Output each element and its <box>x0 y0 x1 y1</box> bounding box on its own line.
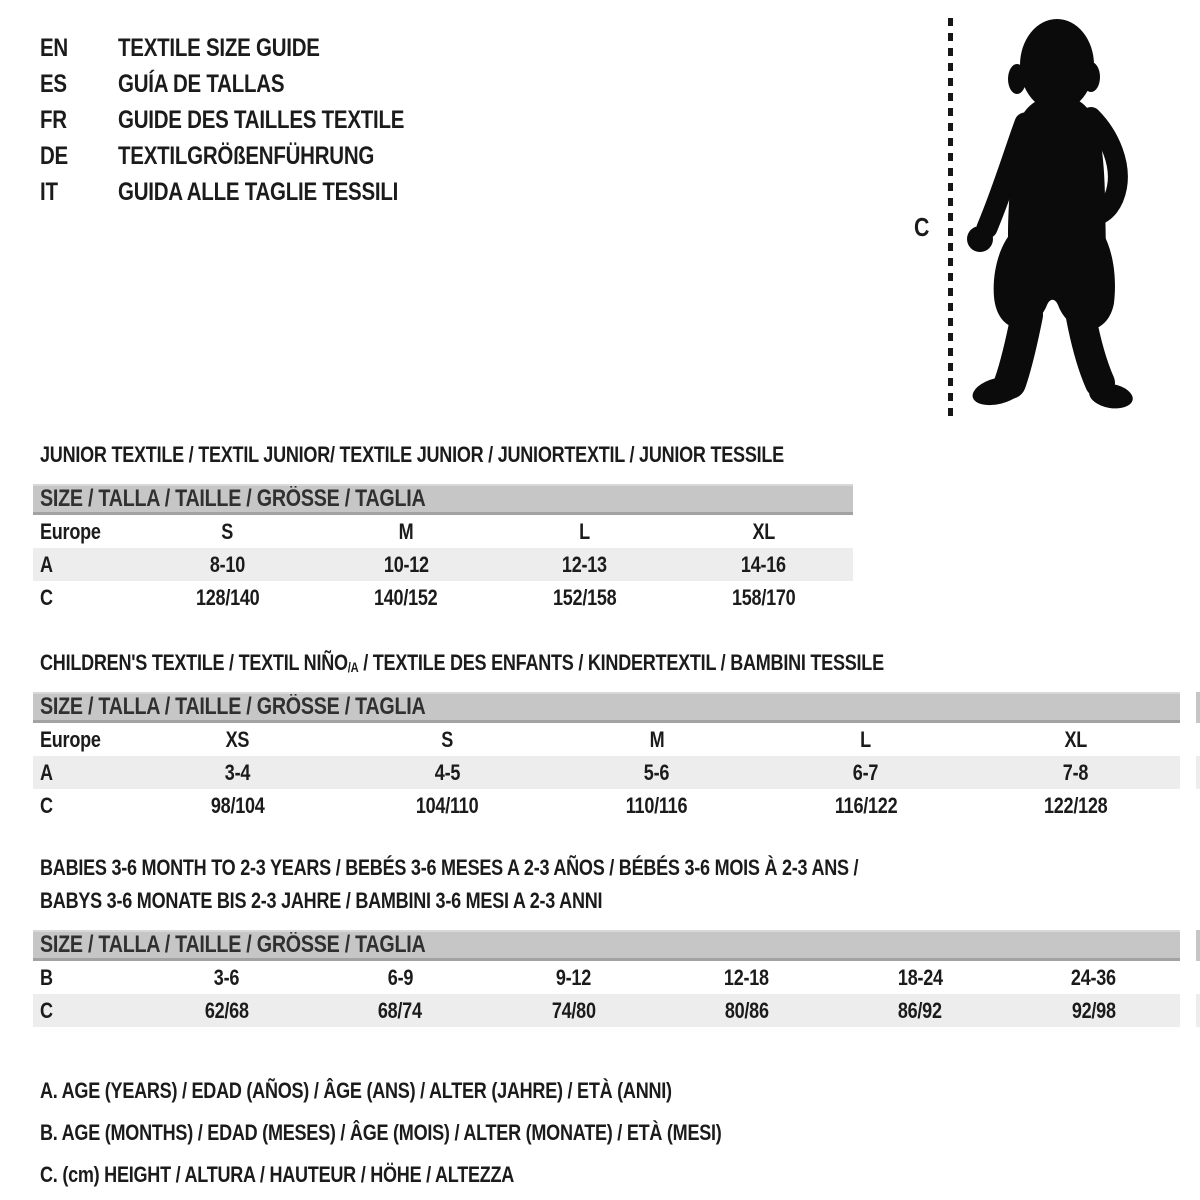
table-title-line <box>40 851 1180 884</box>
row-label: Europe <box>40 727 101 752</box>
value-cell <box>487 961 660 994</box>
value-cell <box>660 961 833 994</box>
height-measure-letter: C <box>914 212 930 242</box>
language-row <box>40 30 467 66</box>
row-label-cell <box>33 756 133 789</box>
cell-value: 10-12 <box>383 552 429 577</box>
value-cell <box>1007 994 1180 1027</box>
cell-value: 104/110 <box>415 793 479 818</box>
row-label-cell <box>33 515 138 548</box>
value-cell <box>133 789 342 822</box>
measurement-legend <box>40 1070 871 1196</box>
legend-text: A. AGE (YEARS) / EDAD (AÑOS) / ÂGE (ANS) / ALTER (JAHRE) / ETÀ (ANNI) <box>40 1078 672 1103</box>
table-title-segment: BABIES 3-6 MONTH TO 2-3 YEARS / BEBÉS 3-6 MESES A 2-3 AÑOS / BÉBÉS 3-6 MOIS À 2-3 ANS / <box>40 855 859 880</box>
cell-value: 24-36 <box>1070 965 1116 990</box>
cell-value: 14-16 <box>741 552 787 577</box>
cell-value: M <box>649 727 664 752</box>
value-cell <box>133 756 342 789</box>
size-header-label: SIZE / TALLA / TAILLE / GRÖSSE / TAGLIA <box>40 693 426 720</box>
table-title-subscript: /A <box>347 660 359 676</box>
cell-value: 8-10 <box>209 552 245 577</box>
table-title <box>33 851 1180 917</box>
edge-artifact-header-bar <box>1196 692 1200 723</box>
cell-value: 3-6 <box>213 965 240 990</box>
row-label-cell <box>33 961 140 994</box>
cell-value: XL <box>752 519 775 544</box>
table-row <box>33 756 1180 789</box>
cell-value: 12-13 <box>562 552 608 577</box>
cell-value: 86/92 <box>898 998 942 1023</box>
height-measure-label <box>914 212 932 243</box>
row-label: C <box>40 585 53 610</box>
value-cell <box>317 515 496 548</box>
cell-value: 140/152 <box>374 585 438 610</box>
value-cell <box>342 756 551 789</box>
language-code: IT <box>40 178 58 206</box>
legend-line <box>40 1070 871 1112</box>
cell-value: 92/98 <box>1071 998 1116 1023</box>
value-cell <box>342 789 551 822</box>
value-cell <box>313 961 486 994</box>
table-row <box>33 515 853 548</box>
language-title: GUIDE DES TAILLES TEXTILE <box>118 106 405 134</box>
babies-textile-table <box>33 851 1180 1027</box>
edge-artifact-header-bar <box>1196 930 1200 961</box>
row-label-cell <box>33 789 133 822</box>
row-label: A <box>40 552 53 577</box>
table-title-line <box>40 646 1180 679</box>
cell-value: 74/80 <box>551 998 596 1023</box>
value-cell <box>552 723 761 756</box>
row-label-cell <box>33 548 138 581</box>
legend-text: B. AGE (MONTHS) / EDAD (MESES) / ÂGE (MOIS) / ALTER (MONATE) / ETÀ (MESI) <box>40 1120 722 1145</box>
toddler-leg-left <box>1010 315 1027 383</box>
value-cell <box>660 994 833 1027</box>
language-row <box>40 138 467 174</box>
language-code: DE <box>40 142 68 170</box>
cell-value: 116/122 <box>834 793 898 818</box>
value-cell <box>761 789 970 822</box>
table-row <box>33 994 1180 1027</box>
childrens-textile-table <box>33 646 1180 822</box>
value-cell <box>971 789 1180 822</box>
value-cell <box>971 723 1180 756</box>
toddler-fist-left <box>967 226 993 252</box>
row-label: C <box>40 998 53 1023</box>
cell-value: 7-8 <box>1062 760 1088 785</box>
cell-value: S <box>441 727 454 752</box>
row-label: B <box>40 965 53 990</box>
cell-value: 110/116 <box>625 793 688 818</box>
language-row <box>40 66 467 102</box>
cell-value: 12-18 <box>724 965 770 990</box>
size-header-bar <box>33 484 853 515</box>
table-title-segment: CHILDREN'S TEXTILE / TEXTIL NIÑO <box>40 650 348 675</box>
language-title: TEXTILGRÖßENFÜHRUNG <box>118 142 375 170</box>
value-cell <box>552 789 761 822</box>
value-cell <box>313 994 486 1027</box>
table-row <box>33 961 1180 994</box>
edge-artifact-stripe-row <box>1196 756 1200 789</box>
value-cell <box>971 756 1180 789</box>
value-cell <box>761 756 970 789</box>
cell-value: M <box>398 519 414 544</box>
table-title-segment: JUNIOR TEXTILE / TEXTIL JUNIOR/ TEXTILE JUNIOR / JUNIORTEXTIL / JUNIOR TESSILE <box>40 442 784 467</box>
value-cell <box>140 961 313 994</box>
cell-value: S <box>221 519 234 544</box>
height-measure-dotted-line <box>948 18 953 416</box>
cell-value: 5-6 <box>643 760 670 785</box>
legend-line <box>40 1154 871 1196</box>
value-cell <box>761 723 970 756</box>
cell-value: 68/74 <box>378 998 422 1023</box>
value-cell <box>496 548 675 581</box>
table-row <box>33 548 853 581</box>
cell-value: XS <box>225 727 250 752</box>
table-title-line <box>40 884 1180 917</box>
row-label-cell <box>33 581 138 614</box>
table-row <box>33 581 853 614</box>
row-label-cell <box>33 994 140 1027</box>
toddler-leg-right <box>1081 317 1100 383</box>
table-row <box>33 723 1180 756</box>
row-label: C <box>40 793 53 818</box>
cell-value: 18-24 <box>897 965 943 990</box>
size-header-bar <box>33 692 1180 723</box>
row-label: Europe <box>40 519 101 544</box>
cell-value: 128/140 <box>195 585 260 610</box>
cell-value: L <box>579 519 591 544</box>
value-cell <box>496 515 675 548</box>
language-row <box>40 102 467 138</box>
language-code: EN <box>40 34 68 62</box>
value-cell <box>140 994 313 1027</box>
size-header-bar <box>33 930 1180 961</box>
table-title-text <box>40 851 858 884</box>
cell-value: XL <box>1064 727 1087 752</box>
junior-textile-table <box>33 438 853 614</box>
cell-value: 80/86 <box>724 998 769 1023</box>
value-cell <box>674 548 853 581</box>
cell-value: L <box>860 727 872 752</box>
cell-value: 62/68 <box>204 998 249 1023</box>
value-cell <box>674 581 853 614</box>
cell-value: 122/128 <box>1043 793 1108 818</box>
cell-value: 3-4 <box>225 760 251 785</box>
table-row <box>33 789 1180 822</box>
value-cell <box>138 581 317 614</box>
cell-value: 6-9 <box>387 965 413 990</box>
value-cell <box>1007 961 1180 994</box>
value-cell <box>674 515 853 548</box>
cell-value: 9-12 <box>555 965 591 990</box>
edge-artifact-stripe-row <box>1196 994 1200 1027</box>
size-header-label: SIZE / TALLA / TAILLE / GRÖSSE / TAGLIA <box>40 931 426 958</box>
legend-text: C. (cm) HEIGHT / ALTURA / HAUTEUR / HÖHE / ALTEZZA <box>40 1162 515 1187</box>
value-cell <box>487 994 660 1027</box>
row-label-cell <box>33 723 133 756</box>
language-title-block <box>40 30 467 210</box>
value-cell <box>317 581 496 614</box>
cell-value: 4-5 <box>434 760 460 785</box>
language-row <box>40 174 467 210</box>
value-cell <box>342 723 551 756</box>
table-title-segment: BABYS 3-6 MONATE BIS 2-3 JAHRE / BAMBINI 3-6 MESI A 2-3 ANNI <box>40 888 603 913</box>
table-title-segment: / TEXTILE DES ENFANTS / KINDERTEXTIL / BAMBINI TESSILE <box>358 650 884 675</box>
value-cell <box>317 548 496 581</box>
size-header-label: SIZE / TALLA / TAILLE / GRÖSSE / TAGLIA <box>40 485 426 512</box>
language-code: FR <box>40 106 67 134</box>
language-title: GUÍA DE TALLAS <box>118 70 285 98</box>
cell-value: 98/104 <box>210 793 265 818</box>
table-title <box>33 646 1180 679</box>
row-label: A <box>40 760 53 785</box>
language-code: ES <box>40 70 67 98</box>
cell-value: 158/170 <box>731 585 796 610</box>
language-title: GUIDA ALLE TAGLIE TESSILI <box>118 178 399 206</box>
value-cell <box>496 581 675 614</box>
language-title: TEXTILE SIZE GUIDE <box>118 34 320 62</box>
value-cell <box>833 994 1006 1027</box>
value-cell <box>552 756 761 789</box>
legend-line <box>40 1112 871 1154</box>
toddler-silhouette <box>965 15 1140 420</box>
table-title-text <box>40 438 784 471</box>
value-cell <box>133 723 342 756</box>
value-cell <box>833 961 1006 994</box>
table-title-text <box>40 646 884 682</box>
cell-value: 152/158 <box>553 585 617 610</box>
value-cell <box>138 548 317 581</box>
table-title <box>33 438 853 471</box>
value-cell <box>138 515 317 548</box>
table-title-line <box>40 438 853 471</box>
table-title-text <box>40 884 602 917</box>
cell-value: 6-7 <box>853 760 879 785</box>
